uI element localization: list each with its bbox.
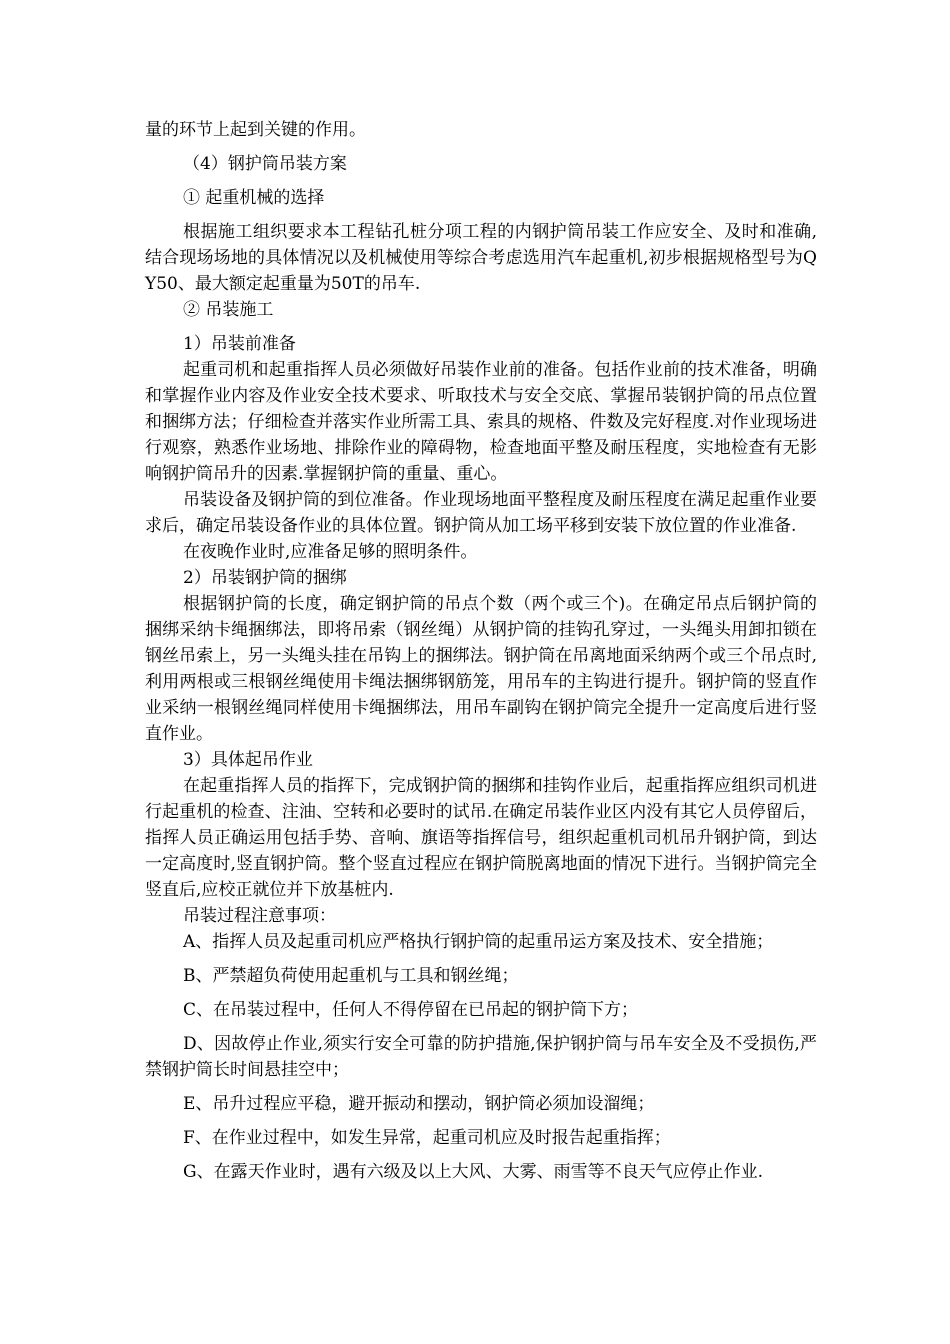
paragraph: G、在露天作业时，遇有六级及以上大风、大雾、雨雪等不良天气应停止作业.: [183, 1162, 763, 1182]
paragraph: 吊装设备及钢护筒的到位准备。作业现场地面平整程度及耐压程度在满足起重作业要求后，确定吊装设备作业的具体位置。钢护筒从加工场平移到安装下放位置的作业准备.: [145, 490, 817, 536]
paragraph: C、在吊装过程中，任何人不得停留在已吊起的钢护筒下方；: [183, 1000, 639, 1020]
paragraph: ① 起重机械的选择: [183, 188, 325, 208]
paragraph: 1）吊装前准备: [183, 334, 296, 354]
paragraph: 在起重指挥人员的指挥下，完成钢护筒的捆绑和挂钩作业后，起重指挥应组织司机进行起重机的检查、注油、空转和必要时的试吊.在确定吊装作业区内没有其它人员停留后，指挥人员正确运用包括手势、音响、旗语等指挥信号，组织起重机司机吊升钢护筒，到达一定高度时,竖直钢护筒。整个竖直过程应在钢护筒脱离地面的情况下进行。当钢护筒完全竖直后,应校正就位并下放基桩内.: [145, 776, 817, 900]
paragraph: ② 吊装施工: [183, 300, 274, 320]
paragraph: 在夜晚作业时,应准备足够的照明条件。: [183, 542, 478, 562]
paragraph: F、在作业过程中，如发生异常，起重司机应及时报告起重指挥；: [183, 1128, 671, 1148]
paragraph: D、因故停止作业,须实行安全可靠的防护措施,保护钢护筒与吊车安全及不受损伤,严禁钢护筒长时间悬挂空中；: [145, 1034, 817, 1080]
paragraph: E、吊升过程应平稳，避开振动和摆动，钢护筒必须加设溜绳；: [183, 1094, 655, 1114]
paragraph: 起重司机和起重指挥人员必须做好吊装作业前的准备。包括作业前的技术准备，明确和掌握作业内容及作业安全技术要求、听取技术与安全交底、掌握吊装钢护筒的吊点位置和捆绑方法；仔细检查并落实作业所需工具、索具的规格、件数及完好程度.对作业现场进行观察，熟悉作业场地、排除作业的障碍物，检查地面平整及耐压程度，实地检查有无影响钢护筒吊升的因素.掌握钢护筒的重量、重心。: [145, 360, 817, 484]
paragraph: （4）钢护筒吊装方案: [183, 154, 347, 174]
paragraph: 2）吊装钢护筒的捆绑: [183, 568, 347, 588]
paragraph: 3）具体起吊作业: [183, 750, 313, 770]
paragraph: 根据钢护筒的长度，确定钢护筒的吊点个数（两个或三个)。在确定吊点后钢护筒的捆绑采纳卡绳捆绑法，即将吊索（钢丝绳）从钢护筒的挂钩孔穿过，一头绳头用卸扣锁在钢丝吊索上，另一头绳头挂在吊钩上的捆绑法。钢护筒在吊离地面采纳两个或三个吊点时,利用两根或三根钢丝绳使用卡绳法捆绑钢筋笼，用吊车的主钩进行提升。钢护筒的竖直作业采纳一根钢丝绳同样使用卡绳捆绑法，用吊车副钩在钢护筒完全提升一定高度后进行竖直作业。: [145, 594, 817, 744]
paragraph: B、严禁超负荷使用起重机与工具和钢丝绳；: [183, 966, 519, 986]
paragraph: 吊装过程注意事项：: [183, 906, 336, 926]
paragraph: A、指挥人员及起重司机应严格执行钢护筒的起重吊运方案及技术、安全措施；: [183, 932, 774, 952]
document-body: [145, 117, 817, 1185]
paragraph: 量的环节上起到关键的作用。: [145, 120, 366, 140]
paragraph: 根据施工组织要求本工程钻孔桩分项工程的内钢护筒吊装工作应安全、及时和准确,结合现场场地的具体情况以及机械使用等综合考虑选用汽车起重机,初步根据规格型号为QY50、最大额定起重量为50T的吊车.: [145, 222, 817, 294]
